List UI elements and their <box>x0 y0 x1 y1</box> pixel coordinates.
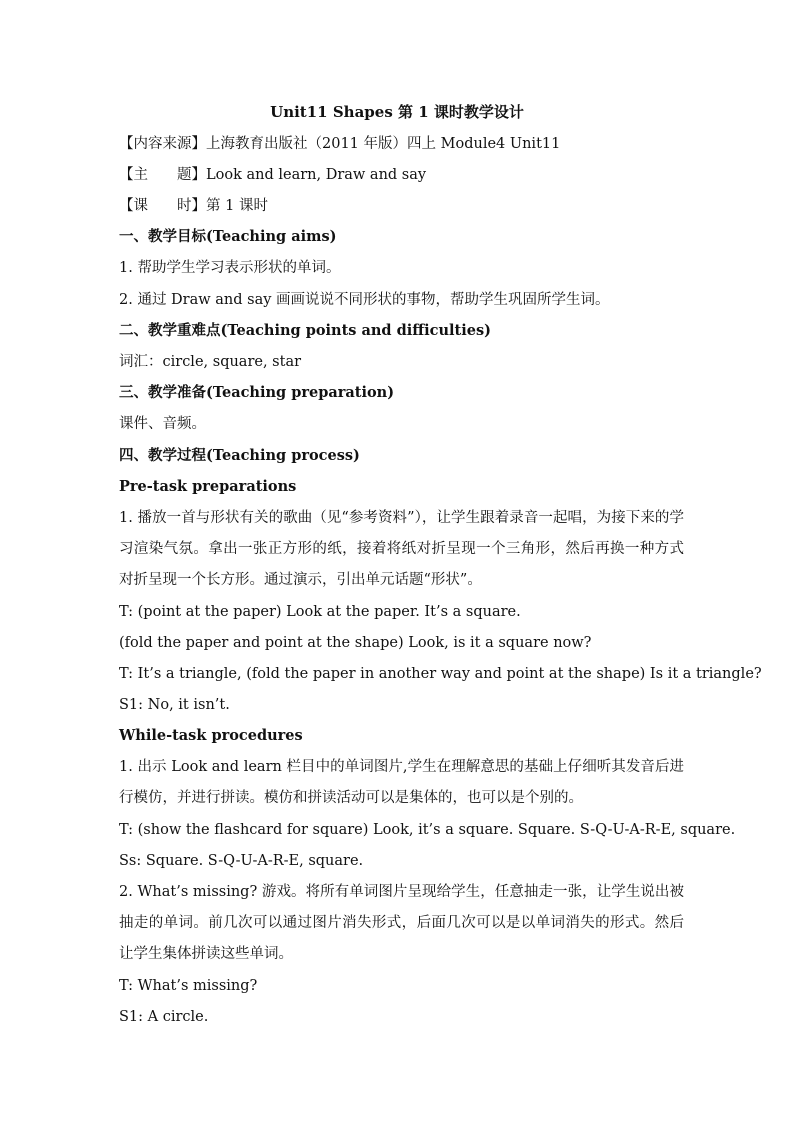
aim-2: 2. 通过 Draw and say 画画说说不同形状的事物，帮助学生巩固所学生词。 <box>119 292 610 308</box>
topic-line: 【主 题】Look and learn, Draw and say <box>119 167 427 183</box>
points-heading: 二、教学重难点(Teaching points and difficulties) <box>119 322 492 339</box>
process-heading: 四、教学过程(Teaching process) <box>119 447 360 464</box>
document-title: Unit11 Shapes 第 1 课时教学设计 <box>270 103 524 121</box>
period-line: 【课 时】第 1 课时 <box>119 198 268 214</box>
dialogue-line: Ss: Square. S-Q-U-A-R-E, square. <box>119 853 364 869</box>
aim-1: 1. 帮助学生学习表示形状的单词。 <box>119 260 341 276</box>
while-task-heading: While-task procedures <box>119 727 303 744</box>
dialogue-line: T: (show the flashcard for square) Look, it’s a square. Square. S-Q-U-A-R-E, square. <box>119 822 736 838</box>
preparation-heading: 三、教学准备(Teaching preparation) <box>119 384 395 401</box>
pre-task-heading: Pre-task preparations <box>119 478 297 495</box>
content-source: 【内容来源】上海教育出版社（2011 年版）四上 Module4 Unit11 <box>119 136 561 152</box>
dialogue-line: S1: No, it isn’t. <box>119 697 230 713</box>
dialogue-line: (fold the paper and point at the shape) Look, is it a square now? <box>119 635 592 651</box>
vocabulary-line: 词汇：circle, square, star <box>119 354 302 370</box>
aims-heading: 一、教学目标(Teaching aims) <box>119 228 337 245</box>
dialogue-line: T: (point at the paper) Look at the paper. It’s a square. <box>119 604 521 620</box>
pre-task-paragraph: 1. 播放一首与形状有关的歌曲（见“参考资料”），让学生跟着录音一起唱，为接下来的学习渲染气氛。拿出一张正方形的纸，接着将纸对折呈现一个三角形，然后再换一种方式对折呈现一个长方形。通过演示，引出单元话题“形状”。 <box>119 510 684 588</box>
dialogue-line: T: What’s missing? <box>119 978 258 994</box>
preparation-text: 课件、音频。 <box>119 416 206 432</box>
while-task-paragraph-1: 1. 出示 Look and learn 栏目中的单词图片,学生在理解意思的基础上仔细听其发音后进行模仿，并进行拼读。模仿和拼读活动可以是集体的，也可以是个别的。 <box>119 759 684 806</box>
dialogue-line: S1: A circle. <box>119 1009 209 1025</box>
dialogue-line: T: It’s a triangle, (fold the paper in another way and point at the shape) Is it a triangle? <box>119 666 762 682</box>
while-task-paragraph-2: 2. What’s missing? 游戏。将所有单词图片呈现给学生，任意抽走一张，让学生说出被抽走的单词。前几次可以通过图片消失形式，后面几次可以是以单词消失的形式。然后让学生集体拼读这些单词。 <box>119 884 684 962</box>
